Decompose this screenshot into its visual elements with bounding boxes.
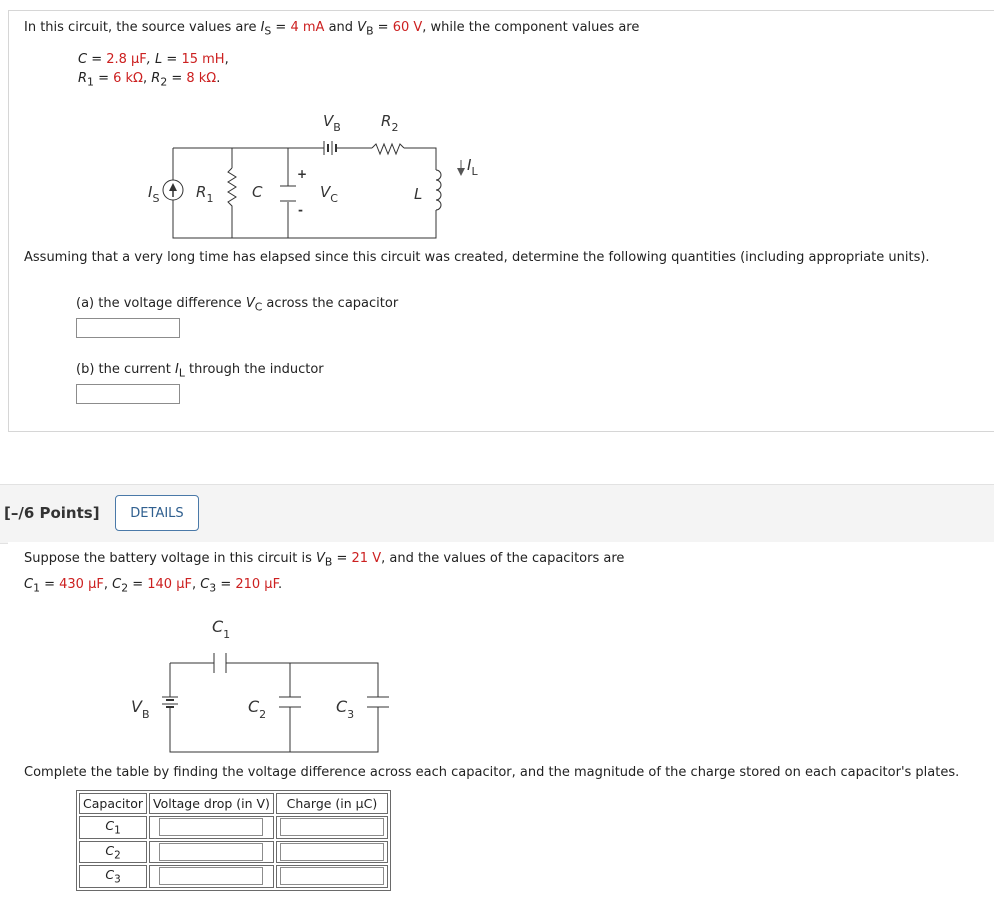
q1-component-line-1: C = 2.8 μF, L = 15 mH,	[78, 52, 229, 67]
points-label: [–/6 Points]	[4, 504, 100, 522]
is-value: 4 mA	[290, 20, 325, 35]
header-capacitor: Capacitor	[79, 793, 147, 814]
capacitor-c1-icon	[214, 653, 226, 673]
answer-input-il[interactable]	[76, 384, 180, 404]
c-value: 2.8 μF	[106, 52, 147, 67]
battery-vb-icon	[324, 141, 336, 155]
circuit-diagram-2	[0, 600, 994, 760]
q2-capacitor-values: $C_1 = 430$ μF, $C_2 = 140$ μF, $C_3 = 210$ μF.	[24, 577, 283, 595]
row-label: $C_3$	[79, 865, 147, 888]
svg-text:VB: $V_B$	[323, 112, 341, 134]
table-row	[79, 841, 388, 864]
capacitor-c3-icon	[367, 697, 389, 707]
svg-text:-: -	[298, 203, 303, 217]
q2-intro-line: Suppose the battery voltage in this circuit is $V_B = 21$ V, and the values of the capacitors are	[24, 551, 625, 569]
svg-text:C1: $C_1$	[212, 617, 231, 641]
svg-text:IL: $I_L$	[467, 156, 478, 178]
q1-part-b-label: (b) the current $I_L$ through the inductor	[76, 362, 324, 380]
c1-value: 430 μF	[59, 577, 104, 592]
circuit-diagram-1	[0, 0, 994, 250]
charge-input-c1[interactable]	[280, 818, 384, 836]
q1-part-a-label: (a) the voltage difference $V_C$ across the capacitor	[76, 296, 399, 314]
svg-text:R1: $R_1$	[196, 183, 214, 205]
q1-intro-line: In this circuit, the source values are $I_S = 4$ mA and $V_B = 60$ V, while the component values are	[24, 20, 640, 38]
q1-component-line-2: $R_1 = 6$ kΩ, $R_2 = 8$ kΩ.	[78, 71, 221, 89]
header-charge: Charge (in μC)	[276, 793, 388, 814]
q1-assumption-text: Assuming that a very long time has elapsed since this circuit was created, determine the following quantities (including appropriate units).	[24, 250, 930, 265]
q2-vb-value: 21 V	[351, 551, 382, 566]
resistor-r2-icon	[372, 144, 404, 154]
r1-value: 6 kΩ	[113, 71, 143, 86]
svg-text:R2: $R_2$	[381, 112, 399, 134]
l-value: 15 mH	[181, 52, 225, 67]
answer-input-vc[interactable]	[76, 318, 180, 338]
c3-value: 210 μF	[235, 577, 278, 592]
battery-vb-icon	[162, 697, 178, 707]
resistor-r1-icon	[228, 168, 236, 210]
capacitor-table	[76, 790, 391, 891]
svg-text:C: C	[252, 183, 263, 201]
r2-value: 8 kΩ	[186, 71, 217, 86]
svg-text:+: +	[297, 167, 308, 181]
row-label: $C_1$	[79, 816, 147, 839]
capacitor-c2-icon	[279, 697, 301, 707]
q2-instruction-text: Complete the table by finding the voltage difference across each capacitor, and the magnitude of the charge stored on each capacitor's plates.	[24, 765, 960, 780]
table-row	[79, 816, 388, 839]
inductor-l-icon	[436, 170, 441, 210]
row-label: $C_2$	[79, 841, 147, 864]
c2-value: 140 μF	[147, 577, 192, 592]
vb-value: 60 V	[392, 20, 423, 35]
voltage-input-c1[interactable]	[159, 818, 263, 836]
svg-text:VC: $V_C$	[320, 183, 338, 205]
table-row	[79, 865, 388, 888]
charge-input-c3[interactable]	[280, 867, 384, 885]
header-voltage: Voltage drop (in V)	[149, 793, 274, 814]
voltage-input-c3[interactable]	[159, 867, 263, 885]
details-button[interactable]: DETAILS	[115, 495, 199, 531]
voltage-input-c2[interactable]	[159, 843, 263, 861]
svg-text:C2: $C_2$	[248, 697, 267, 721]
svg-text:IS: $I_S$	[148, 183, 160, 205]
svg-text:VB: $V_B$	[131, 697, 150, 721]
svg-text:L: L	[414, 185, 423, 203]
svg-text:C3: $C_3$	[336, 697, 355, 721]
charge-input-c2[interactable]	[280, 843, 384, 861]
